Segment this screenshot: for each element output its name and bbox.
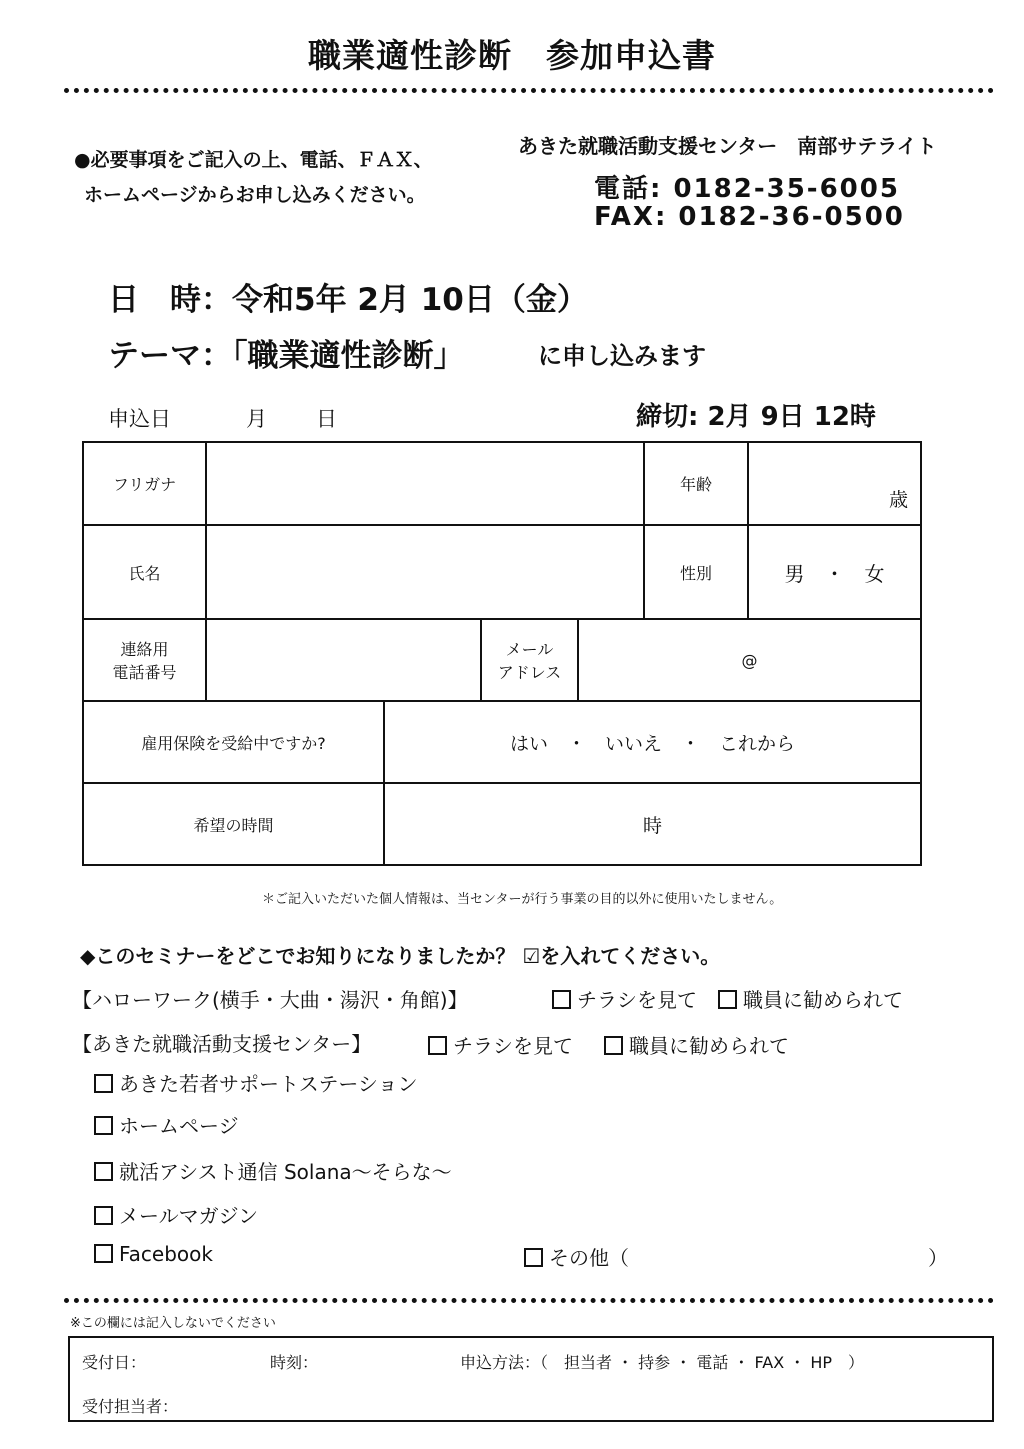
insurance-label: 雇用保険を受給中ですか? — [83, 701, 384, 783]
checkbox-icon — [604, 1036, 623, 1055]
survey-item-label: メールマガジン — [119, 1204, 259, 1228]
center-option-staff[interactable] — [604, 1030, 789, 1059]
survey-item-solana[interactable] — [94, 1156, 452, 1185]
phone-label-line-1: 連絡用 — [120, 640, 169, 659]
apply-text: に申し込みます — [538, 342, 706, 370]
office-use-box — [68, 1336, 994, 1422]
survey-item-other-label: その他（ — [549, 1246, 629, 1270]
furigana-field[interactable] — [206, 442, 644, 525]
survey-question: ◆このセミナーをどこでお知りになりましたか？ ☑を入れてください。 — [80, 944, 721, 968]
survey-item-other-close: ） — [928, 1246, 948, 1270]
checkbox-icon — [718, 990, 737, 1009]
checkbox-icon — [94, 1162, 113, 1181]
survey-item-label: 就活アシスト通信 Solana～そらな～ — [119, 1160, 452, 1184]
phone-label-line-2: 電話番号 — [112, 663, 177, 682]
intro-line-1: ●必要事項をご記入の上、電話、ＦＡＸ、 — [74, 149, 433, 171]
survey-item-mail-magazine[interactable] — [94, 1200, 258, 1229]
time-field[interactable]: 時 — [384, 783, 921, 865]
center-option-flyer[interactable] — [428, 1030, 573, 1059]
application-form — [82, 441, 922, 866]
hellowork-option-flyer-label: チラシを見て — [577, 988, 697, 1012]
checkbox-icon — [552, 990, 571, 1009]
email-label — [481, 619, 578, 701]
application-day-label: 日 — [316, 407, 337, 431]
checkbox-icon — [94, 1116, 113, 1135]
email-field[interactable]: @ — [578, 619, 921, 701]
phone-field[interactable] — [206, 619, 481, 701]
page-title: 職業適性診断 参加申込書 — [308, 36, 716, 75]
insurance-options[interactable]: はい ・ いいえ ・ これから — [384, 701, 921, 783]
name-field[interactable] — [206, 525, 644, 619]
survey-item-homepage[interactable] — [94, 1110, 239, 1139]
checkbox-icon — [524, 1248, 543, 1267]
survey-item-label: Facebook — [119, 1242, 213, 1266]
age-label: 年齢 — [644, 442, 748, 525]
survey-item-support-station[interactable] — [94, 1068, 418, 1097]
hellowork-option-flyer[interactable] — [552, 984, 697, 1013]
gender-label: 性別 — [644, 525, 748, 619]
hellowork-label: 【ハローワーク(横手・大曲・湯沢・角館)】 — [72, 988, 468, 1012]
received-date-label: 受付日： — [82, 1353, 147, 1372]
age-unit: 歳 — [888, 489, 908, 511]
hellowork-option-staff-label: 職員に勧められて — [743, 988, 903, 1012]
survey-item-label: あきた若者サポートステーション — [119, 1072, 418, 1096]
time-label: 希望の時間 — [83, 783, 384, 865]
furigana-label: フリガナ — [83, 442, 206, 525]
org-fax: FAX: 0182-36-0500 — [594, 202, 905, 232]
application-method-label: 申込方法：（ 担当者 ・ 持参 ・ 電話 ・ FAX ・ HP ） — [460, 1353, 865, 1372]
privacy-note: ＊ご記入いただいた個人情報は、当センターが行う事業の目的以外に使用いたしません。 — [262, 892, 783, 907]
event-theme: テーマ：「職業適性診断」 — [108, 338, 465, 374]
email-label-line-1: メール — [505, 640, 554, 659]
age-field[interactable] — [748, 442, 921, 525]
org-name: あきた就職活動支援センター 南部サテライト — [518, 134, 937, 158]
received-staff-label: 受付担当者： — [82, 1397, 179, 1416]
office-use-note: ※この欄には記入しないでください — [70, 1316, 276, 1331]
survey-item-label: ホームページ — [119, 1114, 239, 1138]
center-option-flyer-label: チラシを見て — [453, 1034, 573, 1058]
dotted-divider-bottom — [64, 1298, 994, 1303]
hellowork-option-staff[interactable] — [718, 984, 903, 1013]
event-date: 日 時：令和5年 2月 10日（金） — [108, 282, 588, 318]
intro-line-2: ホームページからお申し込みください。 — [84, 184, 426, 206]
gender-options[interactable]: 男 ・ 女 — [748, 525, 921, 619]
phone-label — [83, 619, 206, 701]
survey-item-facebook[interactable] — [94, 1242, 213, 1266]
org-phone: 電話: 0182-35-6005 — [594, 174, 900, 204]
application-month-label: 月 — [246, 407, 267, 431]
received-time-label: 時刻： — [270, 1353, 319, 1372]
checkbox-icon — [94, 1074, 113, 1093]
application-date-label: 申込日 — [108, 407, 171, 431]
email-label-line-2: アドレス — [497, 663, 562, 682]
dotted-divider-top — [64, 88, 994, 93]
name-label: 氏名 — [83, 525, 206, 619]
checkbox-icon — [94, 1206, 113, 1225]
checkbox-icon — [94, 1244, 113, 1263]
checkbox-icon — [428, 1036, 447, 1055]
deadline: 締切: 2月 9日 12時 — [636, 402, 876, 432]
survey-item-other[interactable] — [524, 1242, 629, 1271]
center-label: 【あきた就職活動支援センター】 — [72, 1032, 372, 1056]
center-option-staff-label: 職員に勧められて — [629, 1034, 789, 1058]
